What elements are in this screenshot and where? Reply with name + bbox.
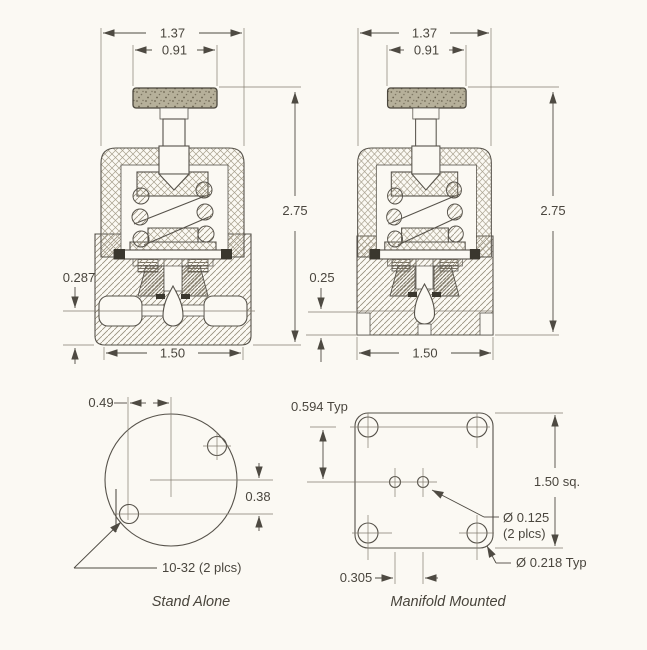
callout-label: (2 plcs) — [503, 526, 546, 541]
seat-seal — [156, 294, 165, 299]
bottom-port — [418, 324, 431, 335]
dim-label: 0.49 — [88, 395, 114, 410]
thread-callout-label: 10-32 (2 plcs) — [162, 560, 242, 575]
base-notch-right — [480, 313, 493, 335]
dim-label: 0.38 — [245, 489, 271, 504]
dim-base-width-right — [357, 337, 493, 361]
dim-label: 1.50 — [412, 345, 438, 361]
thread-callout — [74, 522, 241, 575]
dim-label: 0.305 — [339, 570, 373, 585]
dim-label: 0.25 — [309, 270, 335, 285]
dim-knob-width-left — [133, 43, 217, 87]
dim-label: 0.287 — [62, 270, 96, 285]
dim-label: 1.37 — [159, 25, 186, 41]
bottom-view-manifold — [291, 399, 587, 610]
dim-knob-width-right — [387, 43, 466, 87]
section-view-stand-alone — [63, 26, 308, 365]
callout-label: Ø 0.218 Typ — [516, 555, 587, 570]
dim-label: 0.91 — [413, 42, 440, 58]
dim-label: 0.594 Typ — [291, 399, 348, 414]
dim-base-width-left — [104, 346, 243, 361]
seat-seal — [181, 294, 190, 299]
base-notch-left — [357, 313, 370, 335]
dim-port-height-left — [63, 270, 96, 364]
caption-stand-alone: Stand Alone — [151, 594, 231, 610]
section-view-manifold — [306, 26, 566, 363]
port-passage — [182, 305, 204, 316]
dim-label: 1.37 — [411, 25, 438, 41]
callout-label: Ø 0.125 — [503, 510, 550, 525]
dim-label: 2.75 — [540, 203, 566, 218]
caption-manifold-mounted: Manifold Mounted — [390, 594, 506, 610]
dim-label: 1.50 sq. — [533, 474, 581, 489]
dim-corner-hole-offset — [291, 399, 348, 479]
callout-corner-hole — [487, 546, 587, 570]
dim-label: 2.75 — [282, 203, 308, 218]
seat-seal — [432, 292, 441, 297]
bottom-view-stand-alone — [74, 395, 273, 610]
dim-base-step-right — [306, 270, 356, 362]
port-passage — [142, 305, 164, 316]
dim-hole-offset-y — [245, 463, 270, 531]
seat-seal — [408, 292, 417, 297]
dim-label: 0.91 — [161, 42, 188, 58]
dim-label: 1.50 — [159, 345, 186, 361]
dim-hole-offset-x — [88, 395, 169, 410]
